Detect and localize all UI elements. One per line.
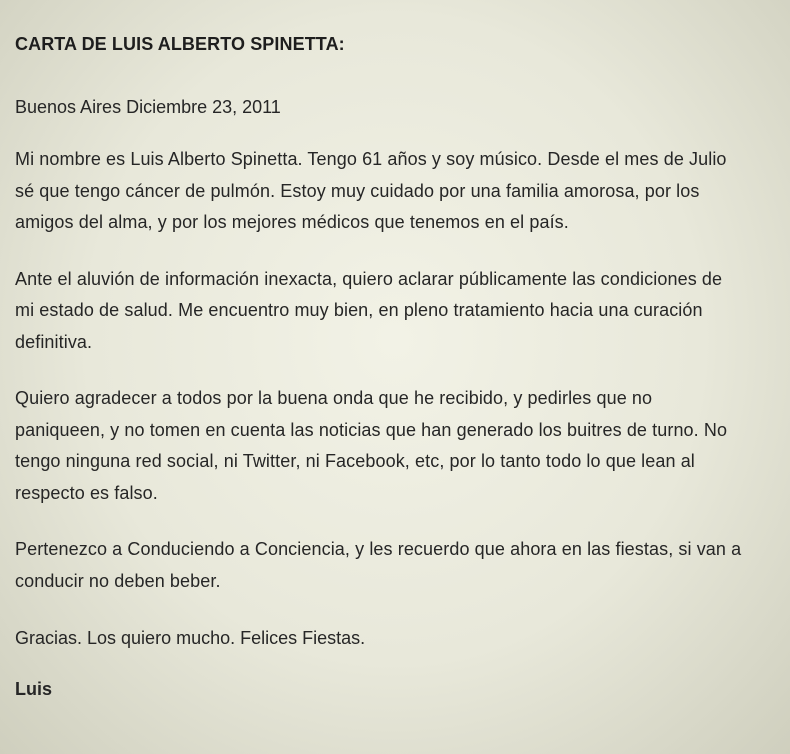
letter-title: CARTA DE LUIS ALBERTO SPINETTA: [15, 34, 345, 54]
letter [15, 28, 745, 705]
paragraph-4: Pertenezco a Conduciendo a Conciencia, y les recuerdo que ahora en las fiestas, si van a conducir no deben beber. [15, 539, 742, 591]
date-line: Buenos Aires Diciembre 23, 2011 [15, 97, 281, 117]
signature: Luis [15, 679, 53, 699]
paragraph-1: Mi nombre es Luis Alberto Spinetta. Tengo 61 años y soy músico. Desde el mes de Julio sé que tengo cáncer de pulmón. Estoy muy cuidado por una familia amorosa, por los amigos del alma, y por los mejores médicos que tenemos en el país. [15, 149, 727, 232]
paragraph-3: Quiero agradecer a todos por la buena onda que he recibido, y pedirles que no paniqueen, y no tomen en cuenta las noticias que han generado los buitres de turno. No tengo ninguna red social, ni Twitter, ni Facebook, etc, por lo tanto todo lo que lean al respecto es falso. [15, 388, 728, 503]
paragraph-2: Ante el aluvión de información inexacta, quiero aclarar públicamente las condiciones de mi estado de salud. Me encuentro muy bien, en pleno tratamiento hacia una curación definitiva. [15, 268, 723, 352]
closing-line: Gracias. Los quiero mucho. Felices Fiestas. [15, 628, 366, 648]
